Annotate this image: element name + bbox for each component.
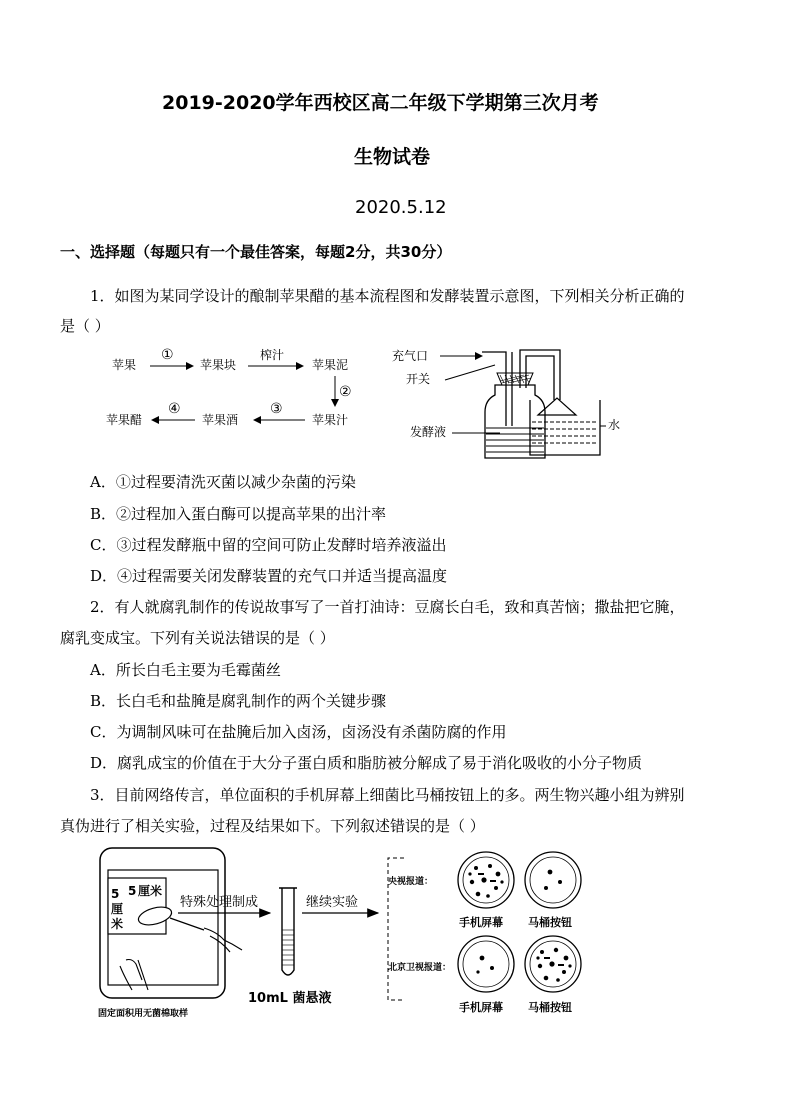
label-five-top: 5 <box>128 884 137 898</box>
label-toilet-button-2: 马桶按钮 <box>528 1001 572 1014</box>
plate-cctv-toilet <box>525 852 581 908</box>
label-water: 水 <box>608 418 621 432</box>
flow-apple-juice: 苹果汁 <box>312 413 349 427</box>
flow-apple-vinegar: 苹果醋 <box>106 413 143 427</box>
label-suspension: 10mL 菌悬液 <box>248 991 332 1006</box>
flow-step-3: ③ <box>270 401 283 417</box>
flow-apple: 苹果 <box>112 358 137 372</box>
q1-stem-line2: 是（ ） <box>60 317 110 335</box>
flow-step-1: ① <box>161 347 174 363</box>
label-cm-right: 厘米 <box>138 884 163 898</box>
exam-date: 2020.5.12 <box>355 197 447 218</box>
label-cm-mi: 米 <box>111 917 124 931</box>
label-sampling: 固定面积用无菌棉取样 <box>98 1009 189 1019</box>
q3-figure <box>92 840 612 1020</box>
page-title: 2019-2020学年西校区高二年级下学期第三次月考 <box>162 92 599 114</box>
q3-stem-line1: 3．目前网络传言，单位面积的手机屏幕上细菌比马桶按钮上的多。两生物兴趣小组为辨别 <box>90 786 685 804</box>
flow-apple-block: 苹果块 <box>200 358 237 372</box>
label-phone-screen-2: 手机屏幕 <box>459 1001 503 1014</box>
section-heading: 一、选择题（每题只有一个最佳答案，每题2分，共30分） <box>60 243 452 261</box>
label-cm-li: 厘 <box>111 902 124 916</box>
plate-btv-phone <box>458 936 514 992</box>
q1-figure <box>100 340 740 465</box>
q2-stem-line2: 腐乳变成宝。下列有关说法错误的是（ ） <box>60 629 335 647</box>
label-toilet-button-1: 马桶按钮 <box>528 916 572 929</box>
q3-stem-line2: 真伪进行了相关实验，过程及结果如下。下列叙述错误的是（ ） <box>60 817 485 835</box>
fermentation-apparatus <box>392 348 620 458</box>
page-subtitle: 生物试卷 <box>354 146 431 168</box>
flow-step-2: ② <box>339 384 352 400</box>
q2-option-b[interactable]: B．长白毛和盐腌是腐乳制作的两个关键步骤 <box>90 692 387 710</box>
label-btv: 北京卫视报道： <box>388 963 452 973</box>
flow-step-4: ④ <box>168 401 181 417</box>
q1-stem-line1: 1．如图为某同学设计的酿制苹果醋的基本流程图和发酵装置示意图，下列相关分析正确的 <box>90 287 685 305</box>
label-liquid: 发酵液 <box>410 425 447 439</box>
test-tube <box>282 888 294 975</box>
flow-apple-wine: 苹果酒 <box>202 413 239 427</box>
flow-juice-press: 榨汁 <box>260 348 285 362</box>
flow-apple-mash: 苹果泥 <box>312 358 349 372</box>
q2-option-c[interactable]: C．为调制风味可在盐腌后加入卤汤，卤汤没有杀菌防腐的作用 <box>90 723 507 741</box>
label-inlet: 充气口 <box>392 349 429 363</box>
q2-stem-line1: 2．有人就腐乳制作的传说故事写了一首打油诗：豆腐长白毛，致和真苦恼；撒盐把它腌， <box>90 598 685 616</box>
q1-option-b[interactable]: B．②过程加入蛋白酶可以提高苹果的出汁率 <box>90 505 387 523</box>
q2-option-a[interactable]: A．所长白毛主要为毛霉菌丝 <box>90 661 281 679</box>
q1-option-c[interactable]: C．③过程发酵瓶中留的空间可防止发酵时培养液溢出 <box>90 536 447 554</box>
label-switch: 开关 <box>406 372 431 386</box>
q1-option-a[interactable]: A．①过程要清洗灭菌以减少杂菌的污染 <box>90 473 356 491</box>
q1-option-d[interactable]: D．④过程需要关闭发酵装置的充气口并适当提高温度 <box>90 567 448 585</box>
label-cctv: 央视报道： <box>388 877 434 887</box>
label-continue: 继续实验 <box>306 895 359 910</box>
q2-option-d[interactable]: D．腐乳成宝的价值在于大分子蛋白质和脂肪被分解成了易于消化吸收的小分子物质 <box>90 754 643 772</box>
label-five-left: 5 <box>111 887 120 901</box>
label-special: 特殊处理制成 <box>180 895 259 910</box>
label-phone-screen-1: 手机屏幕 <box>459 916 503 929</box>
